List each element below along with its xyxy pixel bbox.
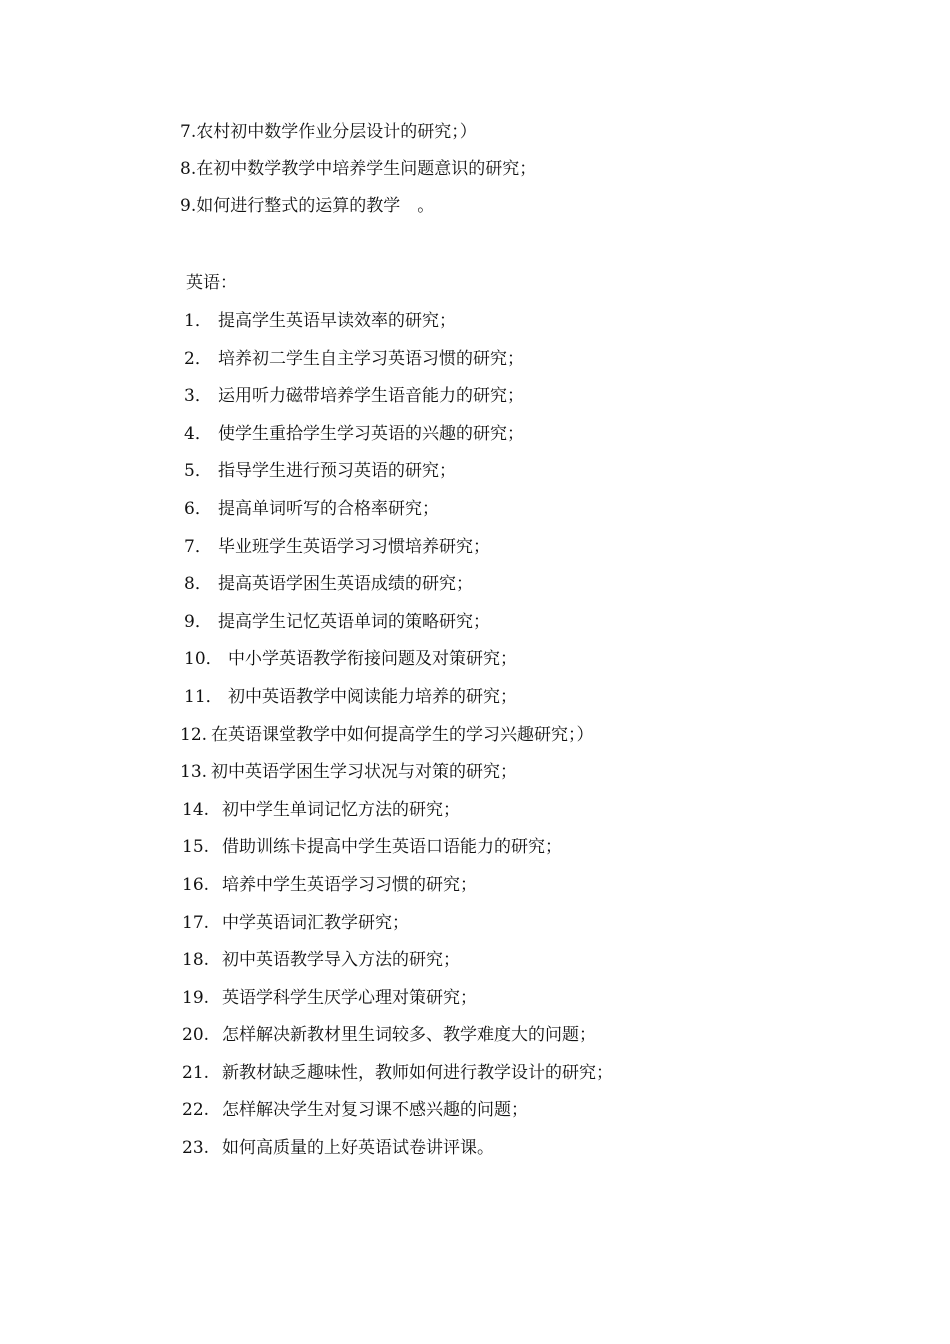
item-number: 21. xyxy=(182,1062,210,1083)
english-topic-item xyxy=(180,421,900,459)
math-topic-item: 8.在初中数学教学中培养学生问题意识的研究； xyxy=(180,159,537,179)
item-text: 在英语课堂教学中如何提高学生的学习兴趣研究；） xyxy=(211,724,594,745)
item-text: 运用听力磁带培养学生语音能力的研究； xyxy=(218,386,524,407)
english-topic-item xyxy=(180,797,900,835)
item-text: 培养初二学生自主学习英语习惯的研究； xyxy=(218,348,524,369)
english-topic-item xyxy=(180,383,900,421)
item-number: 8． xyxy=(184,574,212,595)
item-number: 4． xyxy=(184,423,212,444)
item-number: 10． xyxy=(184,649,223,670)
item-text: 中小学英语教学衔接问题及对策研究； xyxy=(228,649,517,670)
english-section xyxy=(180,270,900,1173)
english-topic-item xyxy=(180,609,900,647)
item-number: 15. xyxy=(182,837,210,858)
item-text: 英语学科学生厌学心理对策研究； xyxy=(222,987,477,1008)
item-number: 9． xyxy=(184,611,212,632)
item-text: 新教材缺乏趣味性，教师如何进行教学设计的研究； xyxy=(222,1062,613,1083)
item-text: 提高学生记忆英语单词的策略研究； xyxy=(218,611,490,632)
item-number: 22. xyxy=(182,1100,210,1121)
item-text: 指导学生进行预习英语的研究； xyxy=(218,461,456,482)
item-text: 提高英语学困生英语成绩的研究； xyxy=(218,574,473,595)
english-topic-item xyxy=(180,1135,900,1173)
item-text: 初中英语教学中阅读能力培养的研究； xyxy=(228,686,517,707)
english-topic-item xyxy=(180,346,900,384)
item-number: 3． xyxy=(184,386,212,407)
item-number: 1． xyxy=(184,311,212,331)
english-topic-item xyxy=(180,534,900,572)
english-topic-item xyxy=(180,571,900,609)
english-topic-item xyxy=(180,872,900,910)
item-text: 借助训练卡提高中学生英语口语能力的研究； xyxy=(222,837,562,858)
english-topic-item xyxy=(180,684,900,722)
item-number: 12. xyxy=(180,724,208,745)
english-topic-item xyxy=(180,646,900,684)
item-text: 怎样解决学生对复习课不感兴趣的问题； xyxy=(222,1100,528,1121)
english-topic-item xyxy=(180,458,900,496)
item-number: 6． xyxy=(184,498,212,519)
english-topic-item xyxy=(180,1060,900,1098)
english-topic-item xyxy=(180,834,900,872)
item-text: 怎样解决新教材里生词较多、教学难度大的问题； xyxy=(222,1025,596,1046)
item-text: 使学生重拾学生学习英语的兴趣的研究； xyxy=(218,423,524,444)
item-text: 培养中学生英语学习习惯的研究； xyxy=(222,874,477,895)
english-topic-item xyxy=(180,308,900,346)
item-number: 2． xyxy=(184,348,212,369)
english-topic-item xyxy=(180,1022,900,1060)
item-number: 18. xyxy=(182,950,210,971)
item-number: 14. xyxy=(182,799,210,820)
item-number: 7． xyxy=(184,536,212,557)
item-number: 11． xyxy=(184,686,223,707)
english-topic-item xyxy=(180,1097,900,1135)
english-topic-item xyxy=(180,759,900,797)
item-number: 16. xyxy=(182,874,210,895)
english-topic-item xyxy=(180,910,900,948)
item-number: 5． xyxy=(184,461,212,482)
english-topic-item xyxy=(180,722,900,760)
math-topic-item: 9.如何进行整式的运算的教学 。 xyxy=(180,196,435,216)
item-text: 提高学生英语早读效率的研究； xyxy=(218,311,456,331)
item-text: 初中学生单词记忆方法的研究； xyxy=(222,799,460,820)
english-topic-item xyxy=(180,496,900,534)
item-number: 23. xyxy=(182,1138,210,1159)
item-text: 中学英语词汇教学研究； xyxy=(222,912,409,933)
english-heading: 英语： xyxy=(186,273,237,293)
item-text: 初中英语学困生学习状况与对策的研究； xyxy=(211,762,517,783)
english-topic-item xyxy=(180,985,900,1023)
item-text: 毕业班学生英语学习习惯培养研究； xyxy=(218,536,490,557)
math-topic-item: 7.农村初中数学作业分层设计的研究；） xyxy=(180,122,477,142)
item-number: 20. xyxy=(182,1025,210,1046)
item-number: 13. xyxy=(180,762,208,783)
item-number: 19. xyxy=(182,987,210,1008)
english-topic-item xyxy=(180,947,900,985)
item-text: 如何高质量的上好英语试卷讲评课。 xyxy=(222,1138,494,1159)
math-topic-list xyxy=(180,119,880,230)
item-number: 17. xyxy=(182,912,210,933)
item-text: 提高单词听写的合格率研究； xyxy=(218,498,439,519)
item-text: 初中英语教学导入方法的研究； xyxy=(222,950,460,971)
